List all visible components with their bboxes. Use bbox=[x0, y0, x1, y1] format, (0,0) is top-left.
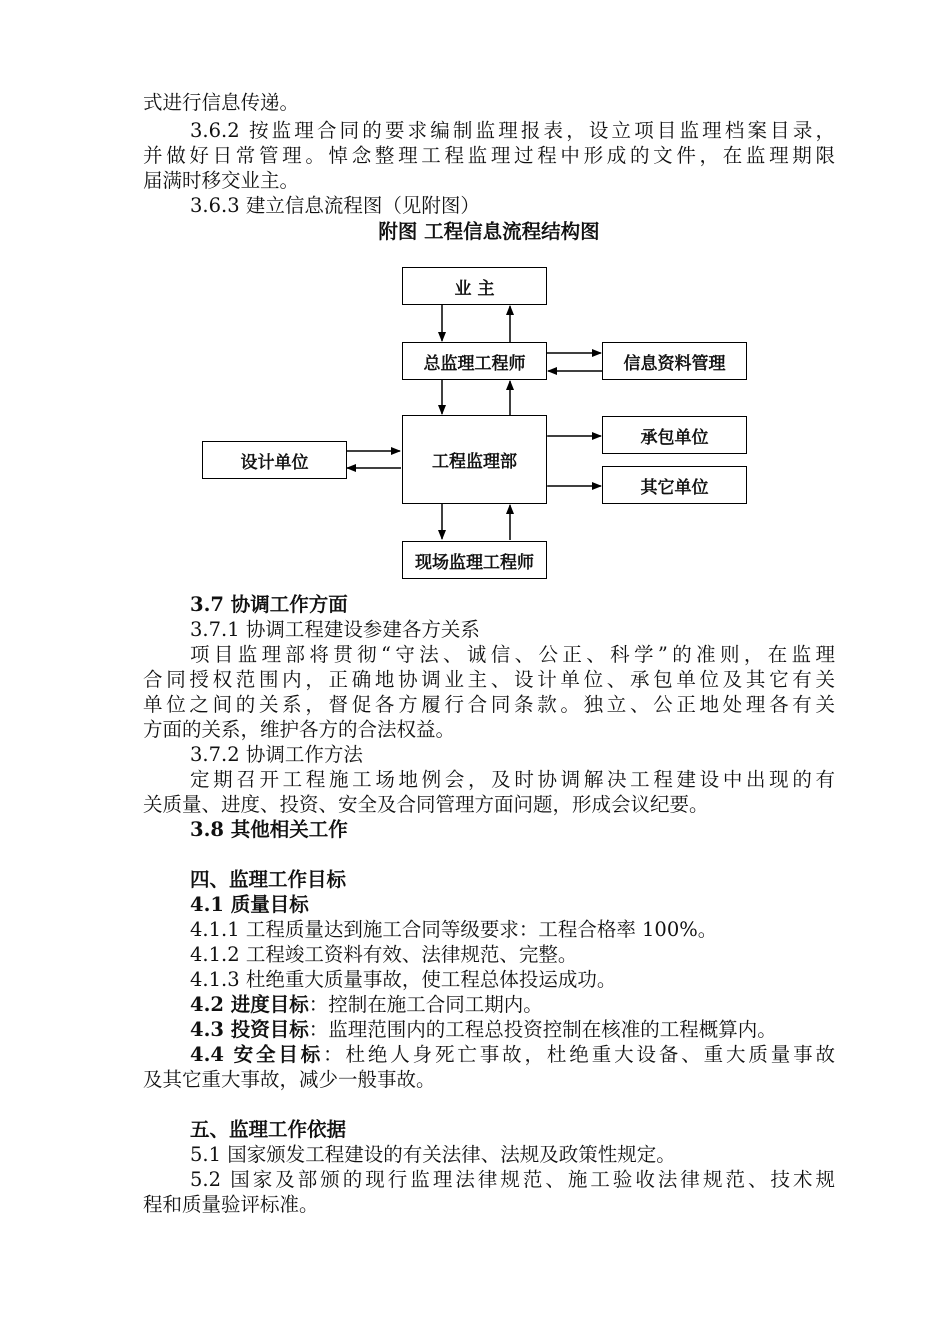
diagram-title: 附图 工程信息流程结构图 bbox=[378, 220, 600, 243]
investment-goal-text: ：监理范围内的工程总投资控制在核准的工程概算内。 bbox=[308, 1018, 777, 1041]
box-supervision-dept: 工程监理部 bbox=[402, 415, 547, 504]
text-line: 项目监理部将贯彻“守法、诚信、公正、科学”的准则，在监理 bbox=[190, 643, 835, 666]
progress-goal-label: 4.2 进度目标 bbox=[190, 993, 309, 1016]
section-heading: 4.1 质量目标 bbox=[190, 893, 309, 916]
box-info-management: 信息资料管理 bbox=[602, 342, 747, 380]
progress-goal-line bbox=[190, 992, 882, 1017]
text-line: 4.1.3 杜绝重大质量事故，使工程总体投运成功。 bbox=[190, 968, 617, 991]
text-line: 5.1 国家颁发工程建设的有关法律、法规及政策性规定。 bbox=[190, 1143, 676, 1166]
safety-goal-line bbox=[190, 1042, 835, 1067]
box-contractor: 承包单位 bbox=[602, 416, 747, 454]
investment-goal-label: 4.3 投资目标 bbox=[190, 1018, 309, 1041]
section-heading: 3.7 协调工作方面 bbox=[190, 593, 348, 616]
text-line: 及其它重大事故，减少一般事故。 bbox=[143, 1068, 436, 1091]
section-heading: 3.8 其他相关工作 bbox=[190, 818, 348, 841]
text-line: 关质量、进度、投资、安全及合同管理方面问题，形成会议纪要。 bbox=[143, 793, 709, 816]
progress-goal-text: ：控制在施工合同工期内。 bbox=[308, 993, 543, 1016]
box-site-engineer: 现场监理工程师 bbox=[402, 541, 547, 579]
text-line: 合同授权范围内，正确地协调业主、设计单位、承包单位及其它有关 bbox=[143, 668, 835, 691]
text-line: 式进行信息传递。 bbox=[143, 91, 300, 114]
text-line: 单位之间的关系，督促各方履行合同条款。独立、公正地处理各有关 bbox=[143, 693, 835, 716]
investment-goal-line bbox=[190, 1017, 882, 1042]
text-line: 3.6.2 按监理合同的要求编制监理报表，设立项目监理档案目录， bbox=[190, 119, 835, 142]
safety-goal-text: ：杜绝人身死亡事故，杜绝重大设备、重大质量事故 bbox=[323, 1043, 835, 1066]
text-line: 方面的关系，维护各方的合法权益。 bbox=[143, 718, 456, 741]
text-line: 3.6.3 建立信息流程图（见附图） bbox=[190, 194, 480, 217]
safety-goal-label: 4.4 安全目标 bbox=[190, 1043, 324, 1066]
text-line: 4.1.2 工程竣工资料有效、法律规范、完整。 bbox=[190, 943, 578, 966]
text-line: 4.1.1 工程质量达到施工合同等级要求：工程合格率 100%。 bbox=[190, 918, 718, 941]
text-line: 定期召开工程施工场地例会，及时协调解决工程建设中出现的有 bbox=[190, 768, 835, 791]
box-other-units: 其它单位 bbox=[602, 466, 747, 504]
text-line: 程和质量验评标准。 bbox=[143, 1193, 319, 1216]
chapter-heading: 五、监理工作依据 bbox=[190, 1118, 347, 1141]
subsection-heading: 3.7.2 协调工作方法 bbox=[190, 743, 363, 766]
box-chief-engineer: 总监理工程师 bbox=[402, 342, 547, 380]
text-line: 5.2 国家及部颁的现行监理法律规范、施工验收法律规范、技术规 bbox=[190, 1168, 835, 1191]
box-owner: 业 主 bbox=[402, 267, 547, 305]
box-design-unit: 设计单位 bbox=[202, 441, 347, 479]
text-line: 届满时移交业主。 bbox=[143, 169, 300, 192]
subsection-heading: 3.7.1 协调工程建设参建各方关系 bbox=[190, 618, 480, 641]
chapter-heading: 四、监理工作目标 bbox=[190, 868, 347, 891]
text-line: 并做好日常管理。悼念整理工程监理过程中形成的文件，在监理期限 bbox=[143, 144, 835, 167]
